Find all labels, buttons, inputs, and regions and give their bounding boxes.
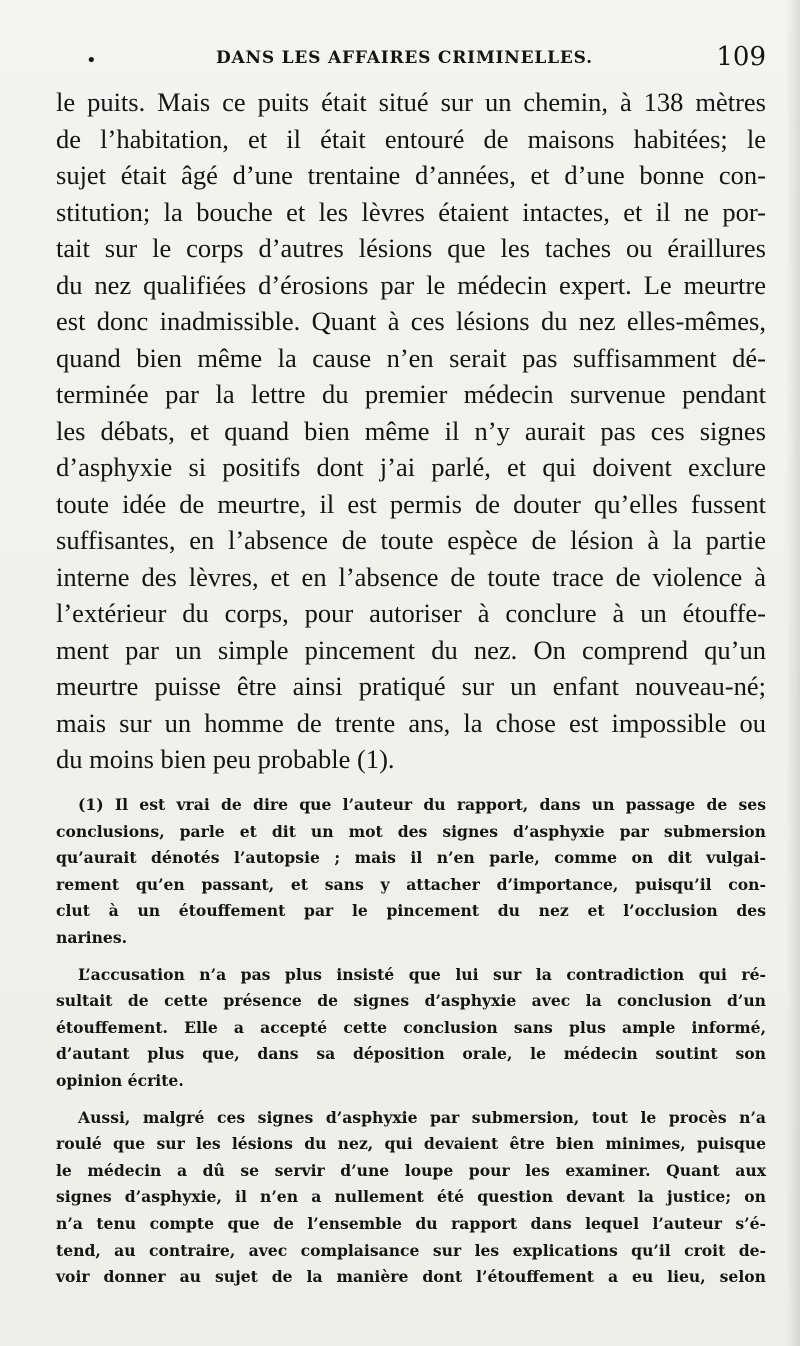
- footnote-paragraph: [56, 1105, 766, 1291]
- footnote-line: roulé que sur les lésions du nez, qui devaient être bien minimes, puisque: [56, 1134, 766, 1154]
- text-line: du moins bien peu probable (1).: [56, 744, 395, 774]
- footnote-line: conclusions, parle et dit un mot des signes d’asphyxie par submersion: [56, 821, 766, 841]
- paragraph-gap: [56, 952, 766, 962]
- footnote-line: sultait de cette présence de signes d’asphyxie avec la conclusion d’un: [56, 991, 766, 1011]
- text-line: interne des lèvres, et en l’absence de toute trace de violence à: [56, 561, 766, 592]
- text-line: est donc inadmissible. Quant à ces lésions du nez elles-mêmes,: [56, 306, 766, 336]
- footnote-line: étouffement. Elle a accepté cette conclusion sans plus ample informé,: [56, 1017, 766, 1037]
- footnote-line: L’accusation n’a pas plus insisté que lui sur la contradiction qui ré-: [78, 964, 766, 984]
- footnote-line: qu’aurait dénotés l’autopsie ; mais il n’en parle, comme on dit vulgai-: [56, 848, 766, 868]
- footnote-line: n’a tenu compte que de l’ensemble du rapport dans lequel l’auteur s’é-: [56, 1213, 766, 1233]
- page-header: [56, 40, 766, 80]
- text-line: l’extérieur du corps, pour autoriser à conclure à un étouffe-: [56, 598, 766, 628]
- footnote-line: (1) Il est vrai de dire que l’auteur du rapport, dans un passage de ses: [78, 795, 766, 814]
- footnote-line: rement qu’en passant, et sans y attacher d’importance, puisqu’il con-: [56, 874, 766, 894]
- footnote-line: narines.: [56, 927, 128, 947]
- main-text: [56, 84, 766, 778]
- footnote-paragraph: [56, 792, 766, 952]
- text-line: quand bien même la cause n’en serait pas suffisamment dé-: [56, 342, 766, 373]
- text-line: mais sur un homme de trente ans, la chose est impossible ou: [56, 707, 766, 738]
- text-line: suffisantes, en l’absence de toute espèce de lésion à la partie: [56, 525, 766, 555]
- footnote-line: Aussi, malgré ces signes d’asphyxie par submersion, tout le procès n’a: [78, 1107, 766, 1127]
- page-number: 109: [716, 42, 766, 72]
- text-line: le puits. Mais ce puits était situé sur un chemin, à 138 mètres: [56, 87, 766, 117]
- text-line: meurtre puisse être ainsi pratiqué sur un enfant nouveau-né;: [56, 671, 766, 701]
- footnote-line: opinion écrite.: [56, 1070, 184, 1090]
- text-line: tait sur le corps d’autres lésions que les taches ou éraillures: [56, 233, 766, 263]
- header-marker: •: [86, 50, 97, 71]
- paragraph-gap: [56, 1095, 766, 1105]
- text-line: ment par un simple pincement du nez. On comprend qu’un: [56, 634, 766, 665]
- text-line: du nez qualifiées d’érosions par le médecin expert. Le meurtre: [56, 269, 766, 300]
- text-line: terminée par la lettre du premier médecin survenue pendant: [56, 379, 766, 409]
- running-title: DANS LES AFFAIRES CRIMINELLES.: [216, 48, 593, 68]
- text-line: de l’habitation, et il était entouré de maisons habitées; le: [56, 123, 766, 154]
- footnote-block: [56, 792, 766, 1291]
- footnote-line: tend, au contraire, avec complaisance sur les explications qu’il croit de-: [56, 1240, 766, 1260]
- footnote-paragraph: [56, 962, 766, 1095]
- footnote-line: le médecin a dû se servir d’une loupe pour les examiner. Quant aux: [56, 1160, 766, 1180]
- text-line: d’asphyxie si positifs dont j’ai parlé, et qui doivent exclure: [56, 452, 766, 482]
- text-line: sujet était âgé d’une trentaine d’années, et d’une bonne con-: [56, 160, 766, 190]
- footnote-line: clut à un étouffement par le pincement du nez et l’occlusion des: [56, 901, 766, 921]
- footnote-line: signes d’asphyxie, il n’en a nullement été question devant la justice; on: [56, 1187, 766, 1207]
- footnote-line: d’autant plus que, dans sa déposition orale, le médecin soutint son: [56, 1044, 766, 1064]
- page-edge-shadow: [786, 0, 800, 1346]
- text-line: les débats, et quand bien même il n’y aurait pas ces signes: [56, 415, 766, 446]
- text-line: stitution; la bouche et les lèvres étaient intactes, et il ne por-: [56, 196, 766, 227]
- footnote-line: voir donner au sujet de la manière dont l’étouffement a eu lieu, selon: [56, 1267, 766, 1287]
- text-line: toute idée de meurtre, il est permis de douter qu’elles fussent: [56, 488, 766, 519]
